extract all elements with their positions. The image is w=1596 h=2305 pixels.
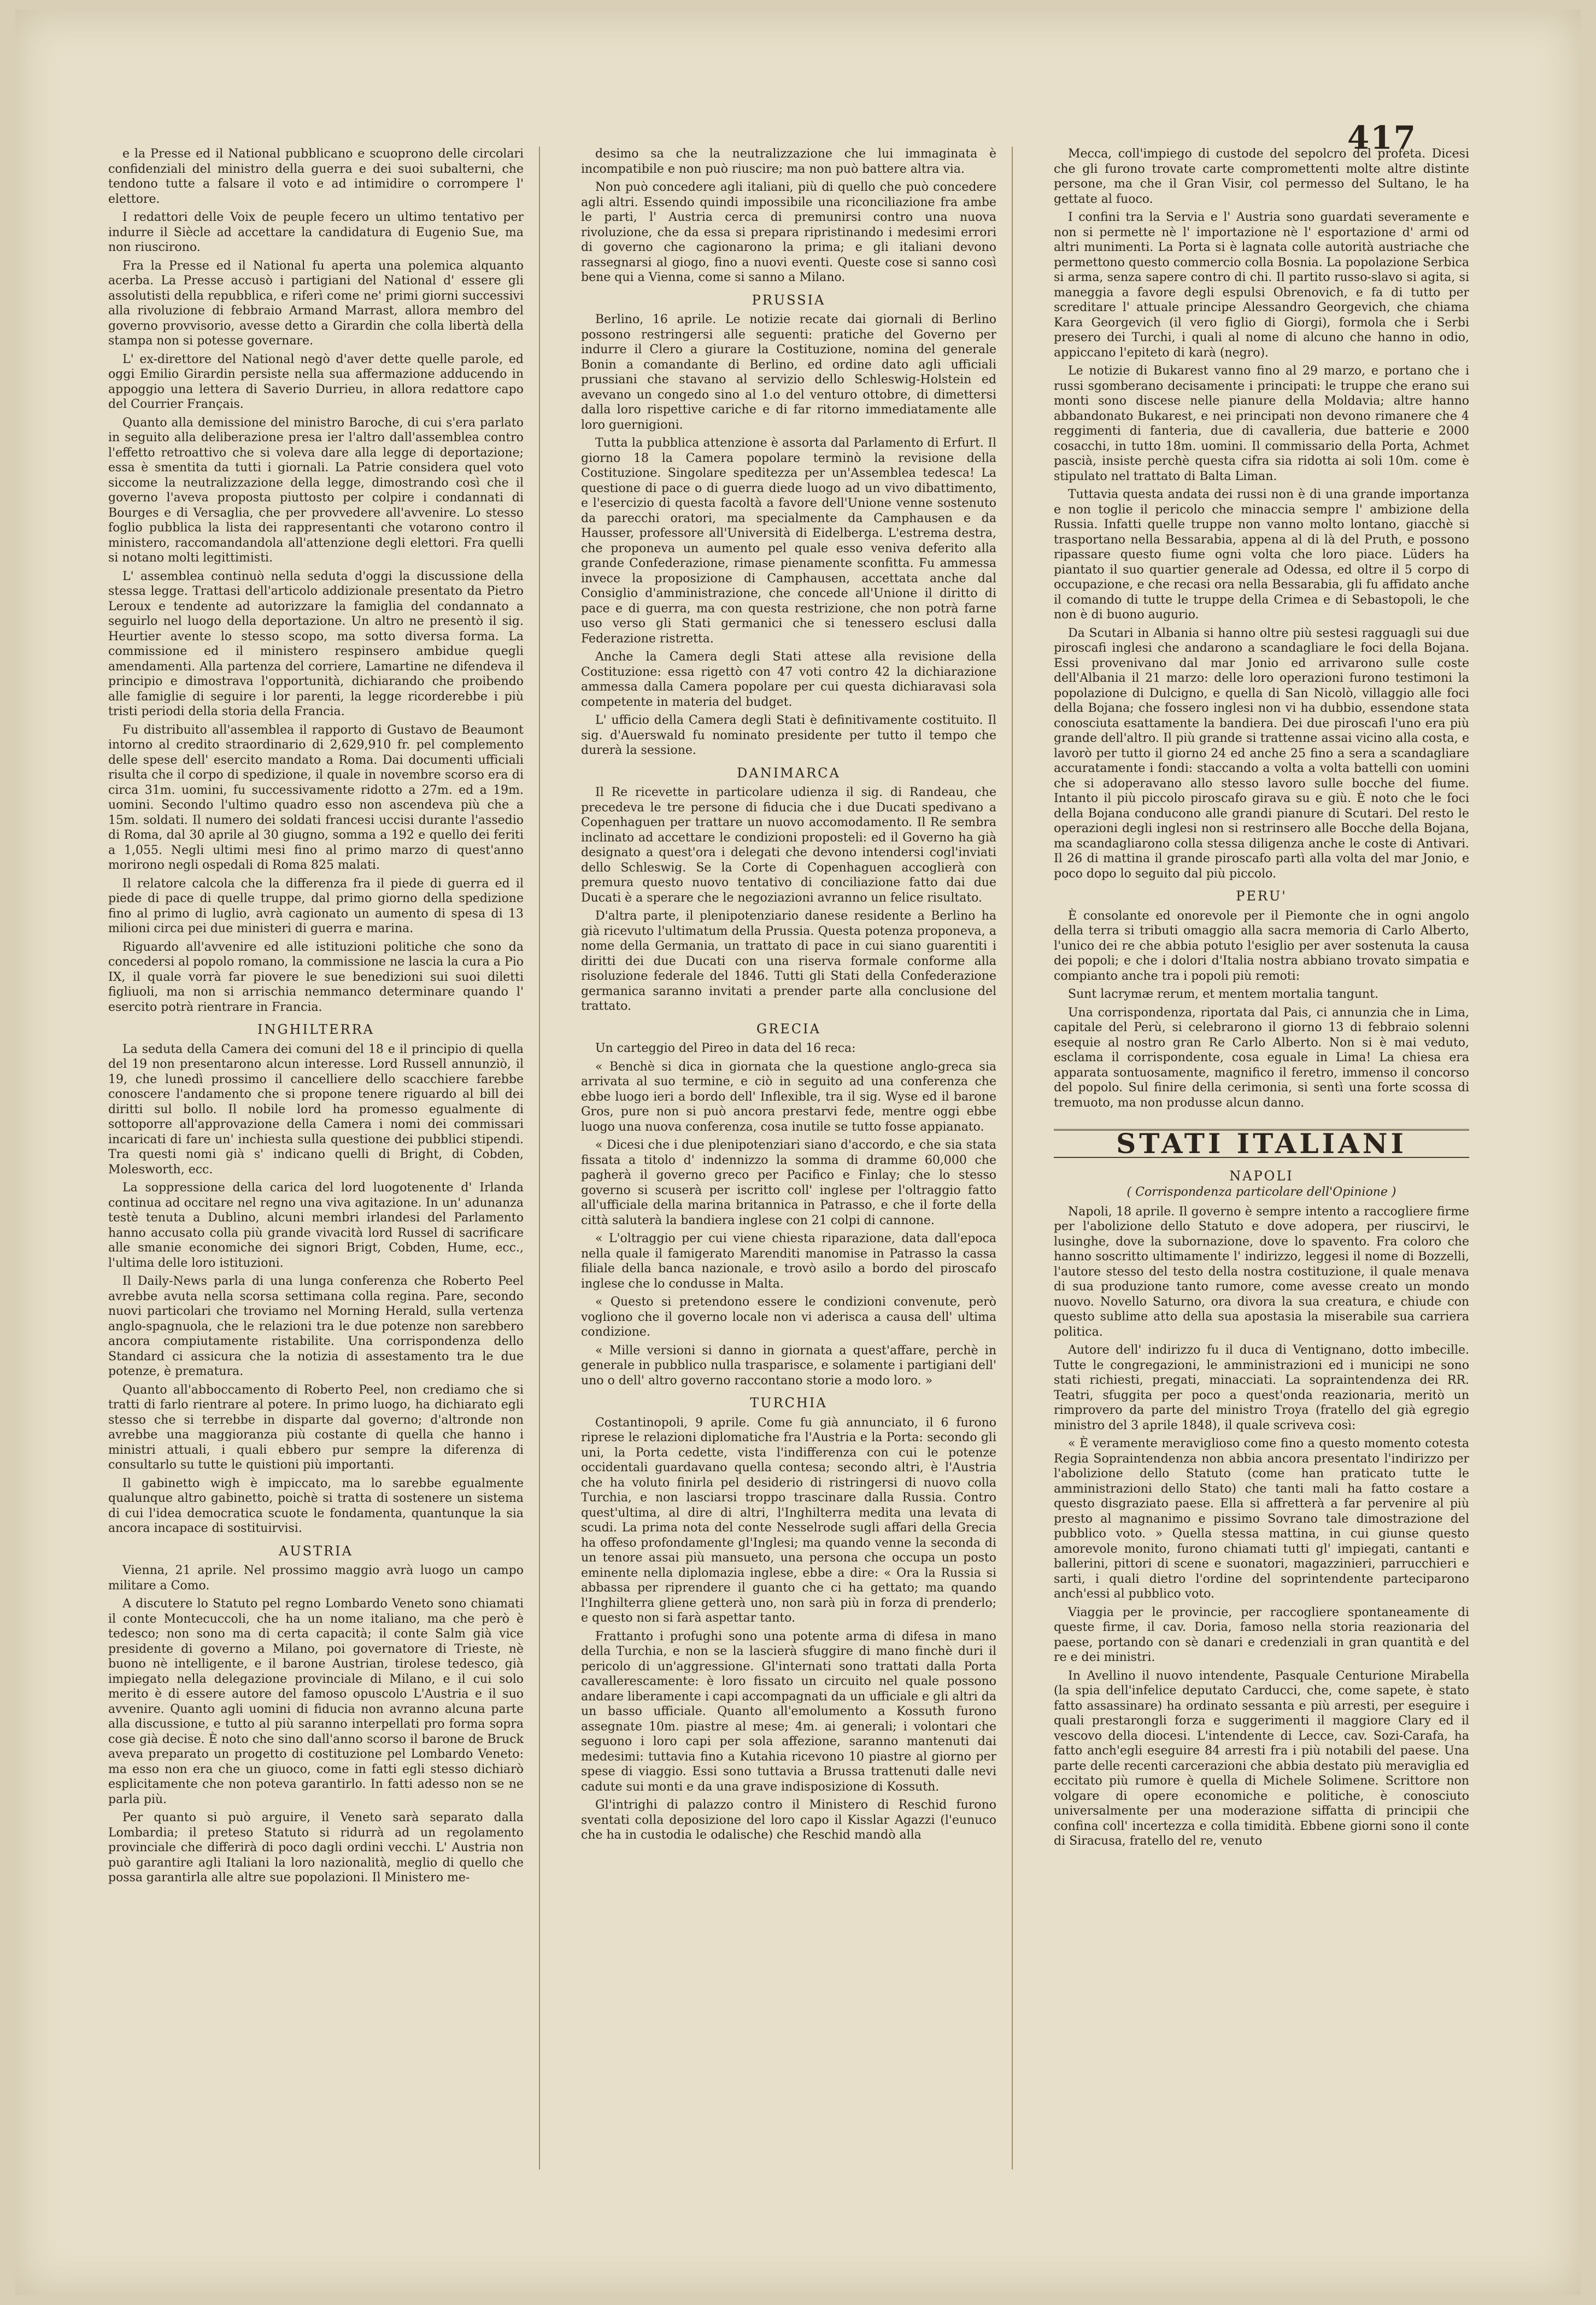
article-paragraph: Anche la Camera degli Stati attese alla revisione della Costituzione: essa rigettò con 47 voti contro 42 la dichiarazione ammessa dalla Camera popolare per cui questa dichiaravasi sola competente in materia del budget. xyxy=(581,650,996,709)
article-paragraph: Mecca, coll'impiego di custode del sepolcro del profeta. Dicesi che gli furono trovate carte compromettenti molte altre distinte persone, ma che il Gran Visir, col permesso del Sultano, le ha gettate al fuoco. xyxy=(1054,147,1469,206)
article-paragraph: « L'oltraggio per cui viene chiesta riparazione, data dall'epoca nella quale il famigerato Marenditi manomise in Patrasso la cassa filiale della banca nazionale, e trovò asilo a bordo del piroscafo inglese che lo condusse in Malta. xyxy=(581,1232,996,1291)
article-paragraph: Il Re ricevette in particolare udienza il sig. di Randeau, che precedeva le tre persone di fiducia che i due Ducati spedivano a Copenhaguen per trattare un nuovo accomodamento. Il Re sembra inclinato ad accettare le condizioni proposteli: ed il Governo ha già designato a quest'ora i delegati che devono intendersi cogl'inviati dello Schleswig. Se la Corte di Copenhaguen accoglierà con premura questo nuovo tentativo di conciliazione fatto dai due Ducati è a sperare che le negoziazioni avranno un felice risultato. xyxy=(581,786,996,905)
correspondence-note: ( Corrispondenza particolare dell'Opinione ) xyxy=(1126,1185,1396,1199)
stati-italiani-heading: STATI ITALIANI xyxy=(1054,1129,1469,1158)
article-paragraph: L' assemblea continuò nella seduta d'oggi la discussione della stessa legge. Trattasi dell'articolo addizionale presentato da Pietro Leroux e tendente ad autorizzare la famiglia del condannato a seguirlo nel luogo della deportazione. Un altro ne presentò il sig. Heurtier avente lo stesso scopo, ma sotto diversa forma. La commissione ed il ministero respinsero ambidue quegli amendamenti. Alla partenza del corriere, Lamartine ne difendeva il principio e dimostrava l'opportunità, dichiarando che proibendo alle famiglie di seguire i lor parenti, la legge ricorderebbe i più tristi periodi della storia della Francia. xyxy=(108,569,524,718)
article-paragraph: Viaggia per le provincie, per raccogliere spontaneamente di queste firme, il cav. Doria, famoso nella storia reazionaria del paese, portando con sè danari e credenziali in gran quantità e del re e dei ministri. xyxy=(1054,1605,1469,1664)
article-paragraph: « Benchè si dica in giornata che la questione anglo-greca sia arrivata al suo termine, e ciò in seguito ad una conferenza che ebbe luogo ieri a bordo dell' Inflexible, tra il sig. Wyse ed il barone Gros, pure non si può ancora prestarvi fede, mentre oggi ebbe luogo una nuova conferenza, cosa inutile se tutto fosse appianato. xyxy=(581,1060,996,1134)
article-paragraph: Il Daily-News parla di una lunga conferenza che Roberto Peel avrebbe avuta nella scorsa settimana colla regina. Pare, secondo nuovi particolari che troviamo nel Morning Herald, sulla vertenza anglo-spagnuola, che le relazioni tra le due potenze non sarebbero ancora compiutamente ristabilite. Una corrispondenza dello Standard ci assicura che la notizia di assestamento tra le due potenze, è prematura. xyxy=(108,1274,524,1378)
section-heading: INGHILTERRA xyxy=(257,1022,375,1037)
article-paragraph: La seduta della Camera dei comuni del 18 e il principio di quella del 19 non presentarono alcun interesse. Lord Russell annunziò, il 19, che lunedì prossimo il cancelliere dello scacchiere farebbe conoscere l'andamento che si propone tenere riguardo al bill dei diritti sul bollo. Il nobile lord ha promesso egualmente di sottoporre all'approvazione della Camera i nomi dei commissari incaricati di fare un' inchiesta sulla questione dei pubblici stipendi. Tra questi nomi già s' indicano quelli di Bright, di Cobden, Molesworth, ecc. xyxy=(108,1042,524,1177)
section-heading: AUSTRIA xyxy=(279,1543,353,1559)
section-heading: GRECIA xyxy=(756,1021,821,1037)
article-paragraph: Sunt lacrymæ rerum, et mentem mortalia tangunt. xyxy=(1068,987,1379,1001)
article-paragraph: « Dicesi che i due plenipotenziari siano d'accordo, e che sia stata fissata a titolo d' indennizzo la somma di dramme 60,000 che pagherà il governo greco per Pacifico e Finlay; che lo stesso governo si scuserà per iscritto coll' inglese per l'oltraggio fatto all'ufficiale della marina britannica in Patrasso, e che il forte della città saluterà la bandiera inglese con 21 colpi di cannone. xyxy=(581,1138,996,1227)
page-number: 417 xyxy=(1347,119,1417,156)
article-paragraph: Tutta la pubblica attenzione è assorta dal Parlamento di Erfurt. Il giorno 18 la Camera popolare terminò la revisione della Costituzione. Singolare speditezza per un'Assemblea tedesca! La questione di pace o di guerra diede luogo ad un vivo dibattimento, e l'esercizio di questa facoltà a favore dell'Unione venne sostenuto da parecchi oratori, ma specialmente da Camphausen e da Hausser, professore all'Università di Eidelberga. L'estrema destra, che proponeva un aumento pel quale esso veniva deferito alla grande Confederazione, rimase pienamente sconfitta. Fu ammessa invece la proposizione di Camphausen, accettata anche dal Consiglio d'amministrazione, che concede all'Unione il diritto di pace e di guerra, ma con questa restrizione, che non potrà farne uso verso gli Stati germanici che si tenessero esclusi dalla Federazione ristretta. xyxy=(581,436,996,646)
article-paragraph: L' ex-direttore del National negò d'aver dette quelle parole, ed oggi Emilio Girardin persiste nella sua affermazione adducendo in appoggio una lettera di Saverio Durrieu, in allora redattore capo del Courrier Français. xyxy=(108,352,524,411)
article-paragraph: La soppressione della carica del lord luogotenente d' Irlanda continua ad occitare nel regno una viva agitazione. In un' adunanza testè tenuta a Dublino, alcuni membri irlandesi del Parlamento hanno accusato colla più grande vivacità lord Russel di sacrificare alle smanie economiche dei signori Brigt, Cobden, Hume, ecc., l'ultima delle loro istituzioni. xyxy=(108,1181,524,1270)
article-paragraph: e la Presse ed il National pubblicano e scuoprono delle circolari confidenziali del ministro della guerra e dei suoi subalterni, che tendono tutte a falsare il voto e ad intimidire o corrompere l' elettore. xyxy=(108,147,524,206)
article-paragraph: È consolante ed onorevole per il Piemonte che in ogni angolo della terra si tributi omaggio alla sacra memoria di Carlo Alberto, l'unico dei re che abbia potuto l'esiglio per aver sostenuta la causa dei popoli; e che i dolori d'Italia nostra abbiano trovato simpatia e compianto anche tra i popoli più remoti: xyxy=(1054,909,1469,983)
napoli-heading: NAPOLI xyxy=(1229,1168,1294,1184)
article-paragraph: Napoli, 18 aprile. Il governo è sempre intento a raccogliere firme per l'abolizione dello Statuto e dove adopera, per riuscirvi, le lusinghe, dove la subornazione, dove lo spavento. Fra coloro che hanno soscritto ultimamente l' indirizzo, leggesi il nome di Bozzelli, l'autore stesso del testo della nostra costituzione, il quale menava di sua produzione tanto rumore, come avesse creato un mondo nuovo. Novello Saturno, ora divora la sua creatura, e chiude con questo sublime atto della sua apostasia la miserabile sua carriera politica. xyxy=(1054,1204,1469,1339)
article-paragraph: Frattanto i profughi sono una potente arma di difesa in mano della Turchia, e non se la lascierà sfuggire di mano finchè duri il pericolo di un'aggressione. Gl'internati sono trattati dalla Porta cavallerescamente: è loro fissato un circuito nel quale possono andare liberamente i capi accompagnati da un ufficiale e gli altri da un basso ufficiale. Quanto all'emolumento a Kossuth furono assegnate 10m. piastre al mese; 4m. ai generali; i volontari che seguono i loro capi per sola affezione, saranno mantenuti dai medesimi: tuttavia fino a Kutahia ricevono 10 piastre al giorno per spese di viaggio. Essi sono tuttavia a Brussa trattenuti dalle nevi cadute sui monti e da una grave indisposizione di Kossuth. xyxy=(581,1629,996,1794)
article-paragraph: Costantinopoli, 9 aprile. Come fu già annunciato, il 6 furono riprese le relazioni diplomatiche fra l'Austria e la Porta: secondo gli uni, la Porta cedette, vista l'indifferenza con cui le potenze occidentali guardavano quella contesa; secondo altri, è l'Austria che ha voluto finirla pel desiderio di ristringersi di nuovo colla Turchia, e non lasciarsi troppo trascinare dalla Russia. Contro quest'ultima, al dire di altri, l'Inghilterra medita una levata di scudi. La prima nota del conte Nesselrode sugli affari della Grecia ha offeso profondamente gl'Inglesi; ma quando venne la seconda di un tenore assai più mansueto, una persona che occupa un posto eminente nella diplomazia inglese, ebbe a dire: « Ora la Russia si abbassa per riprendere il guanto che ci ha gettato; ma quando l'Inghilterra gliene getterà uno, non sarà più in forza di prenderlo; e questo non si farà aspettar tanto. xyxy=(581,1415,996,1625)
article-paragraph: « È veramente meraviglioso come fino a questo momento cotesta Regia Sopraintendenza non abbia ancora presentato l'indirizzo per l'abolizione dello Statuto (come han praticato tutte le amministrazioni dello Stato) che tanti mali ha fatto costare a questo disgraziato paese. Ella si affretterà a far pervenire al più presto al magnanimo e pissimo Sovrano tale dimostrazione del pubblico voto. » Quella stessa mattina, in cui giunse questo amorevole monito, furono chiamati tutti gl' impiegati, cantanti e ballerini, pittori di scene e suonatori, magazzinieri, parrucchieri e sarti, i quali dietro l'ordine del soprintendente parteciparono anch'essi al pubblico voto. xyxy=(1054,1437,1469,1601)
article-paragraph: Da Scutari in Albania si hanno oltre più sestesi ragguagli sui due piroscafi inglesi che andarono a scandagliare le foci della Bojana. Essi provenivano dal mar Jonio ed arrivarono sulle coste dell'Albania il 21 marzo: delle loro operazioni furono testimoni la popolazione di Dulcigno, e quella di San Nicolò, villaggio alle foci della Bojana; che fossero inglesi non vi ha dubbio, essendone stata conosciuta esattamente la bandiera. Dei due piroscafi l'uno era più grande dell'altro. Il più grande si trattenne assai vicino alla costa, e lavorò per tutto il giorno 24 ed anche 25 fino a sera a scandagliare accuratamente i fondi: staccando a volta a volta battelli con uomini che si adoperavano allo stesso lavoro sulle bocche del fiume. Intanto il più piccolo piroscafo girava su e giù. È noto che le foci della Bojana conducono alle grandi pianure di Scutari. Del resto le operazioni degli inglesi non si restrinsero alle Bocche della Bojana, ma scandagliarono colla stessa diligenza anche le coste di Antivari. Il 26 di mattina il grande piroscafo partì alla volta del mar Jonio, e poco dopo lo seguito dal più piccolo. xyxy=(1054,626,1469,881)
article-paragraph: Tuttavia questa andata dei russi non è di una grande importanza e non toglie il pericolo che minaccia sempre l' ambizione della Russia. Infatti quelle truppe non vanno molto lontano, giacchè si trasportano nella Bessarabia, appena al di là del Pruth, e possono ripassare questo fiume ogni volta che loro piace. Lüders ha piantato il suo quartier generale ad Odessa, ed oltre il 5 corpo di occupazione, e che recasi ora nella Bessarabia, gli fu affidato anche il comando di tutte le truppe della Crimea e di Sebastopoli, le che non è di buono augurio. xyxy=(1054,488,1469,622)
article-paragraph: Fu distribuito all'assemblea il rapporto di Gustavo de Beaumont intorno al credito straordinario di 2,629,910 fr. pel complemento delle spese dell' esercito mandato a Roma. Dai documenti ufficiali risulta che il corpo di spedizione, il quale in novembre scorso era di circa 31m. uomini, fu successivamente ridotto a 27m. ed a 19m. uomini. Secondo l'ultimo quadro esso non ascendeva più che a 15m. soldati. Il numero dei soldati francesi uccisi durante l'assedio di Roma, dal 30 aprile al 30 giugno, somma a 192 e quello dei feriti a 1,055. Negli ultimi mesi fino al primo marzo di quest'anno morirono negli ospedali di Roma 825 malati. xyxy=(108,723,524,872)
article-paragraph: In Avellino il nuovo intendente, Pasquale Centurione Mirabella (la spia dell'infelice deputato Carducci, che, come sapete, è stato fatto assassinare) ha ordinato sessanta e più arresti, per eseguire i quali prestarongli forza e suggerimenti il maggiore Clary ed il vescovo della diocesi. L'intendente di Lecce, cav. Sozi-Carafa, ha fatto anch'egli eseguire 84 arresti fra i più notabili del paese. Una parte delle recenti carcerazioni che abbia destato più meraviglia ed eccitato più rumore è quella di Michele Solimene. Scrittore non volgare di opere economiche e politiche, è conosciuto universalmente per una moderazione siffatta di principii che confina coll' incertezza e colla timidità. Ebbene giorni sono il conte di Siracusa, fratello del re, venuto xyxy=(1054,1669,1469,1848)
newspaper-page xyxy=(15,10,1581,2295)
article-paragraph: « Questo si pretendono essere le condizioni convenute, però vogliono che il governo locale non vi aderisca a causa dell' ultima condizione. xyxy=(581,1295,996,1339)
column-2 xyxy=(581,147,996,2169)
article-paragraph: Quanto alla demissione del ministro Baroche, di cui s'era parlato in seguito alla deliberazione presa ier l'altro dall'assemblea contro l'effetto retroattivo che si voleva dare alla legge di deportazione; essa è smentita da tutti i giornali. La Patrie considera quel voto siccome la neutralizzazione della legge, dimostrando così che il governo l'aveva proposta piuttosto per colpire i condannati di Bourges e di Versaglia, che per provvedere all'avvenire. Lo stesso foglio pubblica la lista dei rappresentanti che votarono contro il ministero, raccomandandola all'attenzione degli elettori. Fra quelli si notano molti legittimisti. xyxy=(108,416,524,565)
section-heading: PRUSSIA xyxy=(752,292,826,308)
article-paragraph: Il relatore calcola che la differenza fra il piede di guerra ed il piede di pace di quelle truppe, dal primo giorno della spedizione fino al primo di luglio, avrà cagionato un aumento di spesa di 13 milioni circa pei due ministeri di guerra e marina. xyxy=(108,876,524,935)
section-heading: PERU' xyxy=(1236,888,1287,904)
article-paragraph: Il gabinetto wigh è impiccato, ma lo sarebbe egualmente qualunque altro gabinetto, poichè si tratta di sostenere un sistema di cui l'idea democratica scuote le fondamenta, quantunque la sia ancora incapace di sostituirvisi. xyxy=(108,1476,524,1535)
article-paragraph: L' ufficio della Camera degli Stati è definitivamente costituito. Il sig. d'Auerswald fu nominato presidente per tutto il tempo che durerà la sessione. xyxy=(581,713,996,757)
section-heading: TURCHIA xyxy=(750,1395,828,1411)
article-paragraph: A discutere lo Statuto pel regno Lombardo Veneto sono chiamati il conte Montecuccoli, che ha un nome italiano, ma che però è tedesco; non sono ma di certa capacità; il conte Salm già vice presidente di governo a Milano, poi governatore di Trieste, nè buono nè intelligente, e il barone Austrian, tirolese tedesco, già impiegato nella delegazione provinciale di Milano, e il cui solo merito è di essere autore del famoso opuscolo L'Austria e il suo avvenire. Quanto agli uomini di fiducia non avranno alcuna parte alla discussione, e tutto al più saranno interpellati pro forma sopra cose già decise. È noto che sino dall'anno scorso il barone de Bruck aveva preparato un progetto di costituzione pel Lombardo Veneto: ma esso non era che un giuoco, come in fatti egli stesso dichiarò esplicitamente che non poteva garantirlo. In fatti adesso non se ne parla più. xyxy=(108,1597,524,1806)
article-paragraph: Berlino, 16 aprile. Le notizie recate dai giornali di Berlino possono restringersi alle seguenti: pratiche del Governo per indurre il Clero a giurare la Costituzione, nomina del generale Bonin a comandante di Berlino, ed ordine dato agli ufficiali prussiani che stavano al servizio dello Schleswig-Holstein ed avevano un congedo sino al 1.o del venturo ottobre, di dimettersi dalla loro rispettive cariche e di far ritorno immediatamente alle loro guernigioni. xyxy=(581,313,996,432)
article-paragraph: Fra la Presse ed il National fu aperta una polemica alquanto acerba. La Presse accusò i partigiani del National d' essere gli assolutisti della repubblica, e riferì come ne' primi giorni successivi alla rivoluzione di febbraio Armand Marrast, allora membro del governo provvisorio, avesse detto a Girardin che colla libertà della stampa non si potesse governare. xyxy=(108,259,524,348)
article-paragraph: Una corrispondenza, riportata dal Pais, ci annunzia che in Lima, capitale del Perù, si celebrarono il giorno 13 di febbraio solenni esequie al nostro gran Re Carlo Alberto. Non si è mai veduto, esclama il corrispondente, cosa eguale in Lima! La chiesa era apparata sontuosamente, magnifico il feretro, immenso il concorso del popolo. Sul finire della cerimonia, si sentì una forte scossa di tremuoto, ma non produsse alcun danno. xyxy=(1054,1005,1469,1110)
article-paragraph: I confini tra la Servia e l' Austria sono guardati severamente e non si permette nè l' importazione nè l' esportazione d' armi od altri munimenti. La Porta si è lagnata colle autorità austriache che permettono questo commercio colla Bosnia. La popolazione Serbica si arma, senza sapere contro di chi. Il partito russo-slavo si agita, si maneggia a favore degli espulsi Obrenovich, e fa di tutto per screditare l' attuale principe Alessandro Georgevich, che chiama Kara Georgevich (il vero figlio di Giorgi), formola che i Serbi presero dei Turchi, i quali al nome di alcuno che hanno in odio, appiccano l'epiteto di karà (negro). xyxy=(1054,210,1469,360)
article-paragraph: Autore dell' indirizzo fu il duca di Ventignano, dotto imbecille. Tutte le congregazioni, le amministrazioni ed i municipi ne sono stati richiesti, pregati, minacciati. La sopraintendenza dei RR. Teatri, sfuggita per poco a quest'onda reazionaria, meritò un rimprovero da parte del ministro Troya (fratello del già egregio ministro del 3 aprile 1848), il quale scriveva così: xyxy=(1054,1343,1469,1432)
column-3 xyxy=(1054,147,1469,2169)
article-paragraph: Un carteggio del Pireo in data del 16 reca: xyxy=(595,1042,856,1055)
article-paragraph: Vienna, 21 aprile. Nel prossimo maggio avrà luogo un campo militare a Como. xyxy=(108,1564,524,1593)
article-paragraph: Gl'intrighi di palazzo contro il Ministero di Reschid furono sventati colla deposizione del loro capo il Kisslar Agazzi (l'eunuco che ha in custodia le odalische) che Reschid mandò alla xyxy=(581,1798,996,1842)
article-paragraph: desimo sa che la neutralizzazione che lui immaginata è incompatibile e non può riuscire; ma non può battere altra via. xyxy=(581,147,996,176)
article-paragraph: Le notizie di Bukarest vanno fino al 29 marzo, e portano che i russi sgomberano decisamente i principati: le truppe che erano sui monti sono discese nelle pianure della Moldavia; altre hanno abbandonato Bukarest, e nei principati non devono rimanere che 4 reggimenti di fanteria, due di cavalleria, due batterie e 2000 cosacchi, in tutto 18m. uomini. Il commissario della Porta, Achmet pascià, insiste perchè questa cifra sia ridotta ai soli 10m. come è stipulato nel trattato di Balta Liman. xyxy=(1054,364,1469,483)
article-paragraph: Quanto all'abboccamento di Roberto Peel, non crediamo che si tratti di farlo rientrare al potere. In primo luogo, ha dichiarato egli stesso che si terrebbe in disparte dal governo; d'altronde non avrebbe una maggioranza più costante di quella che hanno i ministri attuali, i quali ebbero pur sempre la diferenza di consultarlo su tutte le quistioni più importanti. xyxy=(108,1383,524,1472)
column-divider xyxy=(1012,147,1013,2169)
article-paragraph: « Mille versioni si danno in giornata a quest'affare, perchè in generale in pubblico nulla trasparisce, e solamente i partigiani dell' uno o dell' altro governo raccontano storie a modo loro. » xyxy=(581,1343,996,1388)
column-divider xyxy=(539,147,540,2169)
section-heading: DANIMARCA xyxy=(737,765,841,781)
article-paragraph: Riguardo all'avvenire ed alle istituzioni politiche che sono da concedersi al popolo romano, la commissione ne lascia la cura a Pio IX, il quale vorrà far piovere le sue benedizioni sui suoi diletti figliuoli, ma non si arrischia nemmanco determinare quando l' esercito potrà rientrare in Francia. xyxy=(108,940,524,1014)
article-paragraph: Non può concedere agli italiani, più di quello che può concedere agli altri. Essendo quindi impossibile una riconciliazione fra ambe le parti, l' Austria cerca di premunirsi contro una nuova rivoluzione, che da essa si prepara ripristinando i medesimi errori di governo che cagionarono la prima; e gli italiani devono rassegnarsi al giogo, fino a nuovi eventi. Queste cose si sanno così bene qui a Vienna, come si sanno a Milano. xyxy=(581,180,996,284)
article-paragraph: Per quanto si può arguire, il Veneto sarà separato dalla Lombardia; il preteso Statuto si ridurrà ad un regolamento provinciale che differirà di poco dagli ordini vecchi. L' Austria non può garantire agli Italiani la loro nazionalità, meglio di quello che possa garantirla alle altre sue popolazioni. Il Ministero me- xyxy=(108,1811,524,1885)
article-paragraph: D'altra parte, il plenipotenziario danese residente a Berlino ha già ricevuto l'ultimatum della Prussia. Questa potenza proponeva, a nome della Germania, un trattato di pace in cui siano guarentiti i diritti dei due Ducati con una riserva formale conforme alla risoluzione federale del 1846. Tutti gli Stati della Confederazione germanica saranno invitati a prender parte alla conclusione del trattato. xyxy=(581,909,996,1013)
article-paragraph: I redattori delle Voix de peuple fecero un ultimo tentativo per indurre il Siècle ad accettare la candidatura di Eugenio Sue, ma non riuscirono. xyxy=(108,210,524,254)
column-1 xyxy=(108,147,524,2169)
